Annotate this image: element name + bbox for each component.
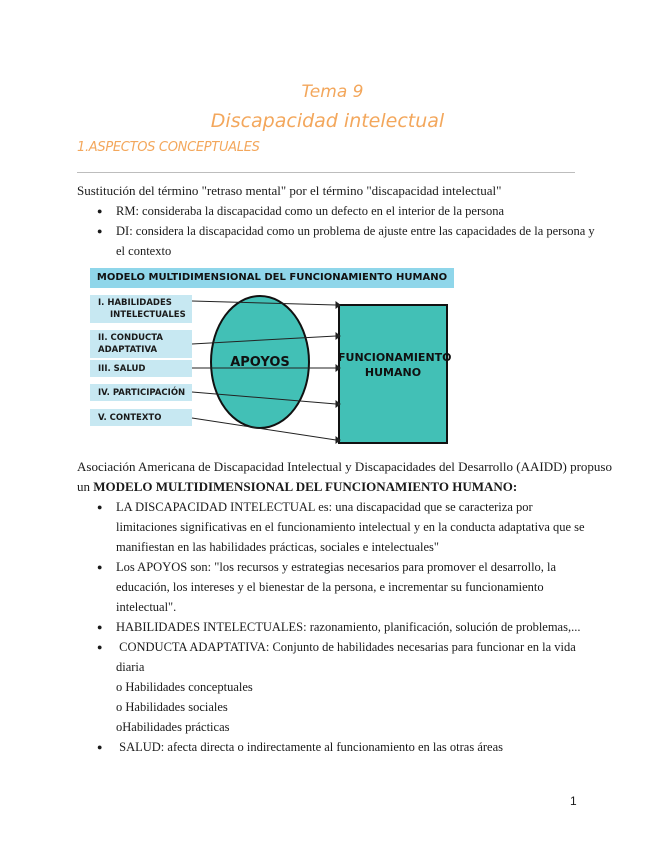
body-line: HABILIDADES INTELECTUALES: razonamiento, planificación, solución de problemas,... — [116, 620, 581, 634]
bullet-dot: ● — [97, 742, 103, 752]
page-number: 1 — [570, 794, 577, 808]
funcionamiento-humano-label — [338, 350, 452, 380]
bullet-dot: ● — [97, 642, 103, 652]
section-heading: 1.ASPECTOS CONCEPTUALES — [77, 140, 260, 155]
aaidd-paragraph: Asociación Americana de Discapacidad Intelectual y Discapacidades del Desarrollo (AAIDD) propuso — [77, 459, 612, 474]
box-label-line: II. CONDUCTA — [98, 333, 164, 343]
section-divider — [77, 172, 575, 173]
rect-label-line: HUMANO — [364, 366, 422, 379]
doc-subtitle: Discapacidad intelectual — [210, 110, 445, 132]
box-label-line: I. HABILIDADES — [98, 298, 172, 308]
sub-item: oHabilidades prácticas — [116, 720, 230, 734]
paragraph-prefix: un — [77, 479, 94, 494]
diagram-title: MODELO MULTIDIMENSIONAL DEL FUNCIONAMIENTO HUMANO — [90, 268, 454, 288]
body-line: educación, los intereses y el bienestar de la persona, e incrementar su funcionamiento — [116, 580, 544, 594]
model-name-bold: MODELO MULTIDIMENSIONAL DEL FUNCIONAMIENTO HUMANO: — [93, 479, 518, 494]
body-line: limitaciones significativas en el funcionamiento intelectual y en la conducta adaptativa que se — [116, 520, 585, 534]
arrow-head — [336, 401, 340, 407]
box-label-line: INTELECTUALES — [110, 310, 186, 320]
box-label-line: ADAPTATIVA — [98, 345, 158, 355]
intro-bullet-di: DI: considera la discapacidad como un problema de ajuste entre las capacidades de la persona y — [116, 224, 595, 238]
bullet-dot: ● — [97, 622, 103, 632]
connector-line — [192, 336, 336, 344]
box-label-line: III. SALUD — [98, 363, 146, 374]
connector-line — [192, 392, 336, 404]
arrow-head — [336, 333, 340, 339]
bullet-dot: ● — [97, 226, 103, 236]
doc-title: Tema 9 — [301, 82, 364, 102]
connector-line — [192, 301, 336, 305]
bullet-dot: ● — [97, 562, 103, 572]
body-line: diaria — [116, 660, 145, 674]
rect-label-line: FUNCIONAMIENTO — [338, 351, 452, 364]
multidimensional-model-diagram — [90, 268, 470, 448]
connector-line — [192, 418, 336, 440]
arrow-head — [336, 437, 340, 443]
sub-item: o Habilidades conceptuales — [116, 680, 253, 694]
intro-bullet-di-cont: el contexto — [116, 244, 172, 258]
intro-text: Sustitución del término "retraso mental" por el término "discapacidad intelectual" — [77, 183, 502, 198]
body-line: SALUD: afecta directa o indirectamente al funcionamiento en las otras áreas — [116, 740, 503, 754]
intro-bullet-rm: RM: consideraba la discapacidad como un defecto en el interior de la persona — [116, 204, 505, 218]
body-line: intelectual". — [116, 600, 177, 614]
arrow-head — [336, 302, 340, 308]
box-label-line: V. CONTEXTO — [98, 412, 162, 423]
bullet-dot: ● — [97, 206, 103, 216]
body-line: manifiestan en las habilidades prácticas, sociales e intelectuales" — [116, 540, 440, 554]
body-line: CONDUCTA ADAPTATIVA: Conjunto de habilidades necesarias para funcionar en la vida — [116, 640, 576, 654]
box-label-line: IV. PARTICIPACIÓN — [98, 387, 186, 398]
body-line: Los APOYOS son: "los recursos y estrategias necesarios para promover el desarrollo, la — [116, 560, 557, 574]
bullet-dot: ● — [97, 502, 103, 512]
apoyos-label: APOYOS — [230, 355, 290, 370]
aaidd-paragraph-cont — [77, 477, 517, 497]
body-line: LA DISCAPACIDAD INTELECTUAL es: una discapacidad que se caracteriza por — [116, 500, 533, 514]
sub-item: o Habilidades sociales — [116, 700, 228, 714]
